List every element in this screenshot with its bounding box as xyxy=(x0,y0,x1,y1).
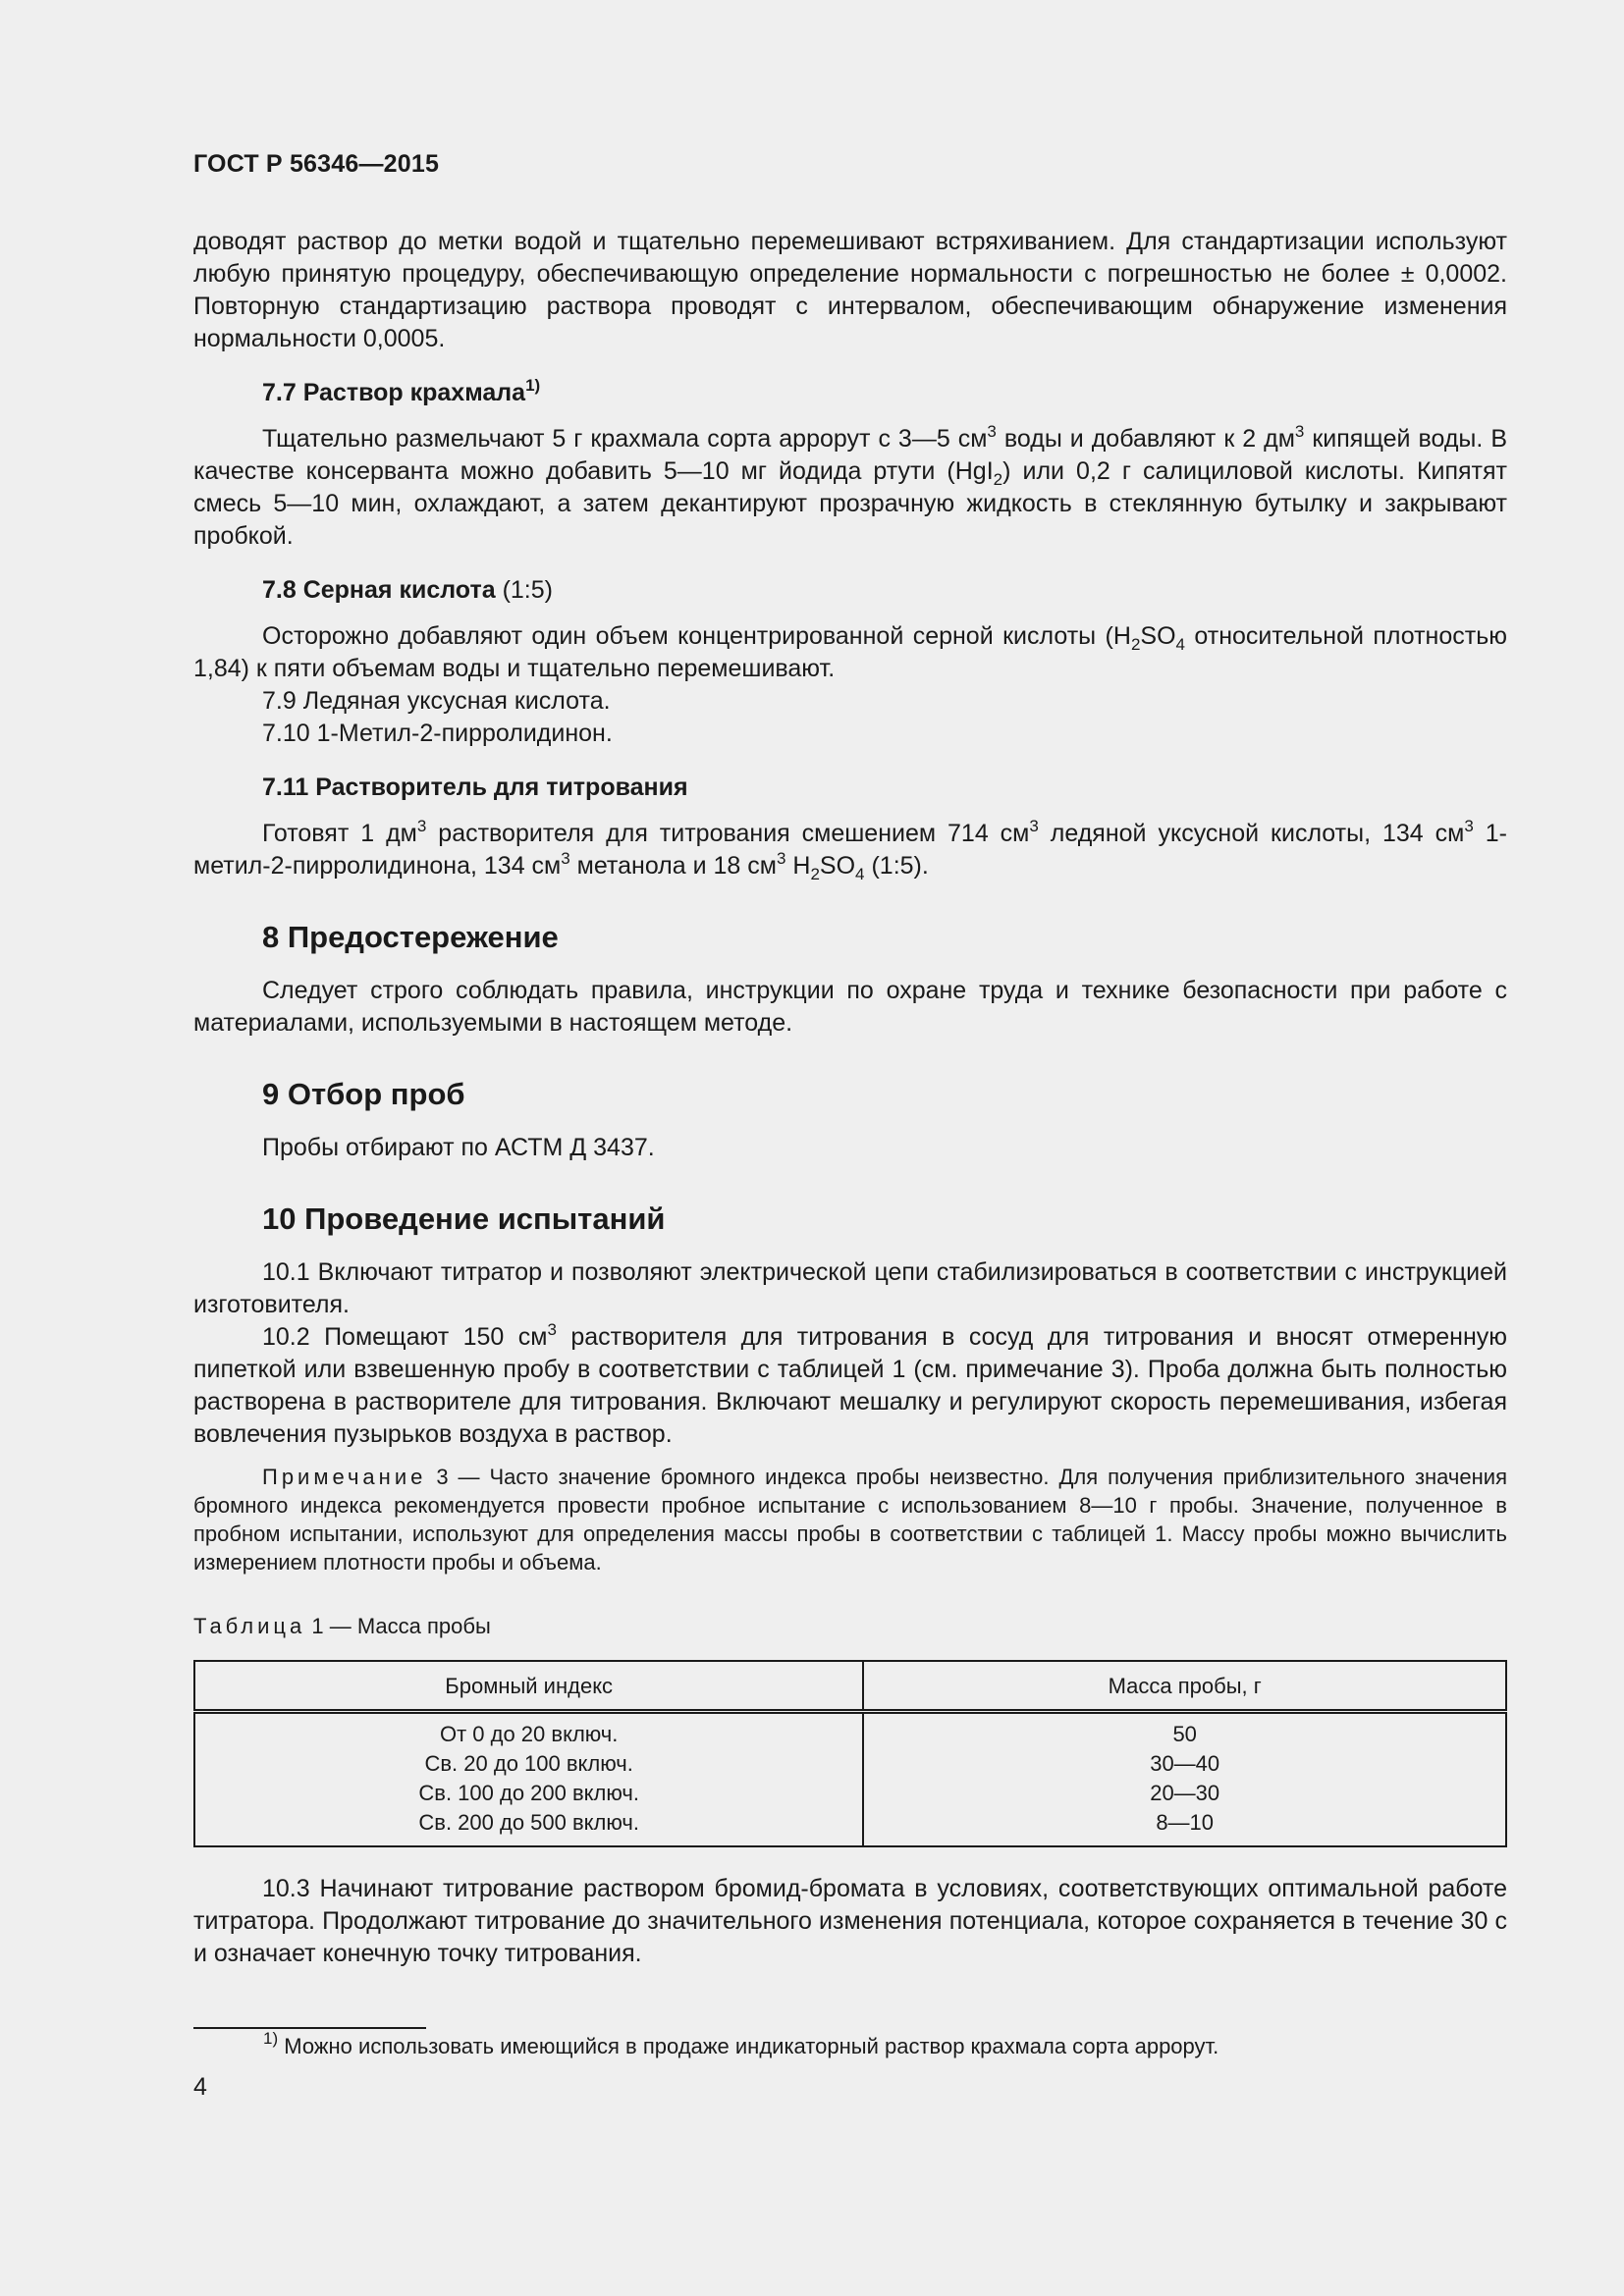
table-header-sample-mass: Масса пробы, г xyxy=(863,1661,1506,1712)
section-7-7-title: 7.7 Раствор крахмала$^{1)}$ xyxy=(262,376,541,406)
section-8-title: 8 Предостережение xyxy=(262,920,559,954)
footnote-separator xyxy=(193,2027,426,2029)
table-cell-mass: 50 30—40 20—30 8—10 xyxy=(863,1712,1506,1847)
table-caption: Таблица 1 — Масса пробы xyxy=(193,1614,491,1638)
sample-mass-table xyxy=(193,1660,1507,1847)
page-number: 4 xyxy=(193,2073,207,2101)
section-8-text: Следует строго соблюдать правила, инструкции по охране труда и технике безопасности при работе с материалами, используемыми в настоящем методе. xyxy=(193,977,1507,1037)
note-3: Примечание 3 — Часто значение бромного индекса пробы неизвестно. Для получения приблизительного значения бромного индекса рекомендуется провести пробное испытание с использованием 8—10 г пробы. Значение, полученное в пробном испытании, используют для определения массы пробы в соответствии с таблицей 1. Массу пробы можно вычислить измерением плотности пробы и объема. xyxy=(193,1465,1507,1575)
table-row xyxy=(194,1712,1506,1847)
section-7-11-text: Готовят 1 $дм^3$ растворителя для титрования смешением 714 $см^3$ ледяной уксусной кислоты, 134 $см^3$ 1-метил-2-пирролидинона, 134 $см^3$ метанола и 18 $см^3$ $H_2SO_4$ (1:5). xyxy=(193,817,1507,883)
section-10-3: 10.3 Начинают титрование раствором бромид-бромата в условиях, соответствующих оптимальной работе титратора. Продолжают титрование до значительного изменения потенциала, которое сохраняется в течение 30 с и означает конечную точку титрования. xyxy=(193,1875,1507,1967)
section-9-title: 9 Отбор проб xyxy=(262,1077,465,1111)
section-7-9: 7.9 Ледяная уксусная кислота. xyxy=(262,687,611,715)
section-10-title: 10 Проведение испытаний xyxy=(262,1201,666,1236)
table-header-bromine-index: Бромный индекс xyxy=(194,1661,863,1712)
document-header: ГОСТ Р 56346—2015 xyxy=(193,150,440,178)
intro-paragraph: доводят раствор до метки водой и тщательно перемешивают встряхиванием. Для стандартизации используют любую принятую процедуру, обеспечивающую определение нормальности с погрешностью не более ± 0,0002. Повторную стандартизацию раствора проводят с интервалом, обеспечивающим обнаружение изменения нормальности 0,0005. xyxy=(193,228,1507,352)
section-7-11-title: 7.11 Растворитель для титрования xyxy=(262,774,688,801)
section-7-7-text: Тщательно размельчают 5 г крахмала сорта аррорут с 3—5 $см^3$ воды и добавляют к 2 $дм^3$ кипящей воды. В качестве консерванта можно добавить 5—10 мг йодида ртути (HgI$_2$) или 0,2 г салициловой кислоты. Кипятят смесь 5—10 мин, охлаждают, а затем декантируют прозрачную жидкость в стеклянную бутылку и закрывают пробкой. xyxy=(193,422,1507,550)
section-9-text: Пробы отбирают по АСТМ Д 3437. xyxy=(262,1134,655,1161)
section-10-2: 10.2 Помещают 150 $см^3$ растворителя для титрования в сосуд для титрования и вносят отмеренную пипеткой или взвешенную пробу в соответствии с таблицей 1 (см. примечание 3). Проба должна быть полностью растворена в растворителе для титрования. Включают мешалку и регулируют скорость перемешивания, избегая вовлечения пузырьков воздуха в раствор. xyxy=(193,1320,1508,1448)
section-7-8-title: 7.8 Серная кислота (1:5) xyxy=(262,576,553,604)
section-7-8-text: Осторожно добавляют один объем концентрированной серной кислоты ($H_2SO_4$ относительной плотностью 1,84) к пяти объемам воды и тщательно перемешивают. xyxy=(193,622,1507,682)
footnote: $^{1)}$ Можно использовать имеющийся в продаже индикаторный раствор крахмала сорта аррорут. xyxy=(263,2029,1219,2058)
section-7-10: 7.10 1-Метил-2-пирролидинон. xyxy=(262,720,613,747)
section-10-1: 10.1 Включают титратор и позволяют электрической цепи стабилизироваться в соответствии с инструкцией изготовителя. xyxy=(193,1258,1507,1318)
document-body xyxy=(193,226,1507,1970)
table-cell-index: От 0 до 20 включ. Св. 20 до 100 включ. Св. 100 до 200 включ. Св. 200 до 500 включ. xyxy=(194,1712,863,1847)
